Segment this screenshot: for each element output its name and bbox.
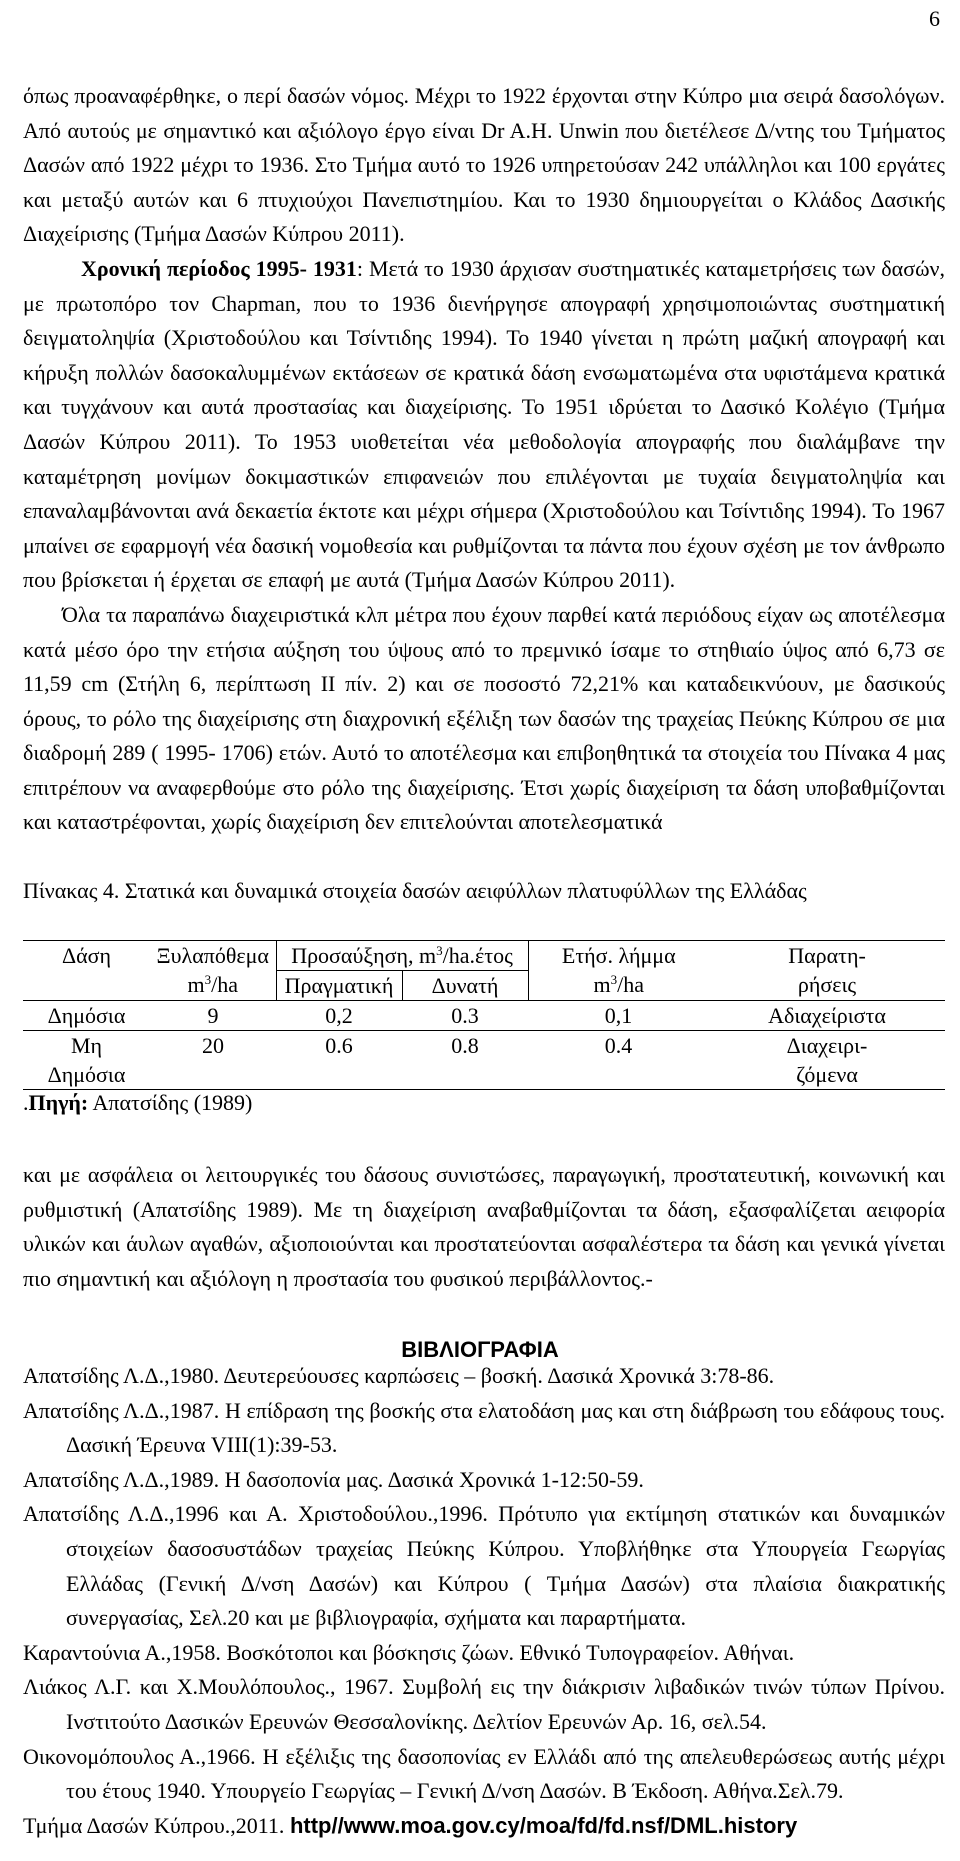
cell-possible: 0.3 bbox=[451, 1003, 479, 1028]
data-table bbox=[23, 940, 945, 1090]
header-annual-cut: Ετήσ. λήμμα $m^3/ha$ bbox=[561, 943, 676, 997]
table-row bbox=[23, 1031, 945, 1090]
table-row bbox=[23, 1001, 945, 1031]
bibliography-title: ΒΙΒΛΙΟΓΡΑΦΙΑ bbox=[401, 1337, 559, 1362]
header-actual: Πραγματική bbox=[276, 971, 402, 1001]
reference-item: Απατσίδης Λ.Δ.,1987. Η επίδραση της βοσκής στα ελατοδάση μας και στη διάβρωση του εδάφους τους. Δασική Έρευνα VIII(1):39-53. bbox=[23, 1397, 945, 1458]
closing-text bbox=[23, 1158, 945, 1296]
reference-item: Απατσίδης Λ.Δ.,1996 και Α. Χριστοδούλου.,1996. Πρότυπο για εκτίμηση στατικών και δυναμικών στοιχείων δασοσυστάδων τραχείας Πεύκης Κύπρου. Υποβλήθηκε στα Υπουργεία Γεωργίας Ελλάδας (Γενική Δ/νση Δασών) και Κύπρου ( Τμήμα Δασών) στα πλαίσια διακρατικής συνεργασίας, Σελ.20 και με βιβλιογραφία, σχήματα και παραρτήματα. bbox=[23, 1501, 945, 1631]
table-header-row-1 bbox=[23, 941, 945, 971]
reference-item: Τμήμα Δασών Κύπρου.,2011. http//www.moa.gov.cy/moa/fd/fd.nsf/DML.history bbox=[23, 1812, 798, 1838]
header-volume: Ξυλαπόθεμα $m^3/ha$ bbox=[156, 943, 269, 997]
paragraph-4: και με ασφάλεια οι λειτουργικές του δάσους συνιστώσες, παραγωγική, προστατευτική, κοινωνική και ρυθμιστική (Απατσίδης 1989). Με τη διαχείριση αναβαθμίζονται τα δάση, εξασφαλίζεται αειφορία υλικών και άυλων αγαθών, αξιοποιούνται και προστατεύονται ασφαλέστερα τα δάση και γενικά γίνεται πιο σημαντική και αξιόλογη η προστασία του φυσικού περιβάλλοντος.- bbox=[23, 1162, 945, 1291]
cell-possible: 0.8 bbox=[451, 1033, 479, 1058]
paragraph-3: Όλα τα παραπάνω διαχειριστικά κλπ μέτρα που έχουν παρθεί κατά περιόδους είχαν ως αποτέλεσμα κατά μέσο όρο την ετήσια αύξηση του ύψους από το πρεμνικό ίσαμε το στηθιαίο ύψος από 6,73 σε 11,59 cm (Στήλη 6, περίπτωση ΙΙ πίν. 2) και σε ποσοστό 72,21% και καταδεικνύουν, με δασικούς όρους, το ρόλο της διαχείρισης στη διαχρονική εξέλιξη των δασών της τραχείας Πεύκης Κύπρου σε μια διαδρομή 289 ( 1995- 1706) ετών. Αυτό το αποτέλεσμα και επιβοηθητικά τα στοιχεία του Πίνακα 4 μας επιτρέπουν να αναφερθούμε στο ρόλο της διαχείρισης. Έτσι χωρίς διαχείριση τα δάση υποβαθμίζονται και καταστρέφονται, χωρίς διαχείριση δεν επιτελούνται αποτελεσματικά bbox=[23, 601, 945, 835]
table-caption: Πίνακας 4. Στατικά και δυναμικά στοιχεία δασών αειφύλλων πλατυφύλλων της Ελλάδας bbox=[23, 878, 807, 903]
cell-volume: 20 bbox=[202, 1033, 224, 1058]
table-source: .Πηγή: Απατσίδης (1989) bbox=[23, 1090, 253, 1115]
cell-notes: Διαχειρι- ζόμενα bbox=[786, 1033, 868, 1087]
cell-notes: Αδιαχείριστα bbox=[768, 1003, 886, 1028]
reference-item: Απατσίδης Λ.Δ.,1989. Η δασοπονία μας. Δασικά Χρονικά 1-12:50-59. bbox=[23, 1466, 644, 1492]
paragraph-2-text: : Μετά το 1930 άρχισαν συστηματικές καταμετρήσεις των δασών, με πρωτοπόρο τον Chapman, που το 1936 διενήργησε απογραφή χρησιμοποιώντας συστηματική δειγματοληψία (Χριστοδούλου και Τσίντιδης 1994). Το 1940 γίνεται η πρώτη μαζική απογραφή και κήρυξη πολλών δασοκαλυμμένων εκτάσεων σε κρατικά δάση ενσωματωμένα στα υφιστάμενα κρατικά και τυγχάνουν και αυτά προστασίας και διαχείρισης. Το 1951 ιδρύεται το Δασικό Κολέγιο (Τμήμα Δασών Κύπρου 2011). Το 1953 υιοθετείται νέα μεθοδολογία απογραφής που διαλάμβανε την καταμέτρηση μονίμων δοκιμαστικών επιφανειών που επιλέγονται με τυχαία δειγματοληψία και επαναλαμβάνονται ανά δεκαετία έκτοτε και μέχρι σήμερα (Χριστοδούλου και Τσίντιδης 1994). Το 1967 μπαίνει σε εφαρμογή νέα δασική νομοθεσία και ρυθμίζονται τα πάντα που έχουν σχέση με τον άνθρωπο που βρίσκεται ή έρχεται σε επαφή με αυτά (Τμήμα Δασών Κύπρου 2011). bbox=[23, 255, 945, 593]
reference-item: Καραντούνια Α.,1958. Βοσκότοποι και βόσκησις ζώων. Εθνικό Τυπογραφείον. Αθήναι. bbox=[23, 1639, 795, 1665]
header-notes: Παρατη- ρήσεις bbox=[788, 943, 866, 997]
paragraph-2 bbox=[23, 252, 945, 598]
bibliography-list bbox=[23, 1359, 945, 1843]
cell-forest: Δημόσια bbox=[47, 1003, 126, 1028]
cell-actual: 0.6 bbox=[325, 1033, 353, 1058]
reference-item: Λιάκος Λ.Γ. και Χ.Μουλόπουλος., 1967. Συμβολή εις την διάκρισιν λιβαδικών τινών τύπων Πρίνου. Ινστιτούτο Δασικών Ερευνών Θεσσαλονίκης. Δελτίον Ερευνών Αρ. 16, σελ.54. bbox=[23, 1674, 945, 1734]
cell-volume: 9 bbox=[207, 1003, 219, 1028]
header-forest: Δάση bbox=[61, 943, 112, 968]
main-text bbox=[23, 79, 945, 840]
period-heading: Χρονική περίοδος 1995- 1931 bbox=[81, 255, 357, 281]
cell-actual: 0,2 bbox=[325, 1003, 353, 1028]
page-number: 6 bbox=[929, 6, 940, 31]
cell-forest: Μη Δημόσια bbox=[47, 1033, 126, 1087]
header-possible: Δυνατή bbox=[402, 971, 528, 1001]
reference-item: Απατσίδης Λ.Δ.,1980. Δευτερεύουσες καρπώσεις – βοσκή. Δασικά Χρονικά 3:78-86. bbox=[23, 1363, 775, 1388]
reference-url: http//www.moa.gov.cy/moa/fd/fd.nsf/DML.history bbox=[289, 1812, 798, 1838]
paragraph-1: όπως προαναφέρθηκε, ο περί δασών νόμος. Μέχρι το 1922 έρχονται στην Κύπρο μια σειρά δασολόγων. Από αυτούς με σημαντικό και αξιόλογο έργο είναι Dr A.H. Unwin που διετέλεσε Δ/ντης του Τμήματος Δασών από 1922 μέχρι το 1936. Στο Τμήμα αυτό το 1926 υπηρετούσαν 242 υπάλληλοι και 100 εργάτες και μεταξύ αυτών και 6 πτυχιούχοι Πανεπιστημίου. Και το 1930 δημιουργείται ο Κλάδος Δασικής Διαχείρισης (Τμήμα Δασών Κύπρου 2011). bbox=[23, 83, 945, 247]
header-growth: Προσαύξηση, $m^3/ha.έ\tau o\varsigma$ bbox=[276, 941, 528, 971]
cell-cut: 0,1 bbox=[604, 1003, 633, 1028]
cell-cut: 0.4 bbox=[604, 1033, 633, 1058]
reference-item: Οικονομόπουλος Α.,1966. Η εξέλιξις της δασοπονίας εν Ελλάδι από της απελευθερώσεως αυτής μέχρι του έτους 1940. Υπουργείο Γεωργίας – Γενική Δ/νση Δασών. Β Έκδοση. Αθήνα.Σελ.79. bbox=[23, 1743, 945, 1804]
